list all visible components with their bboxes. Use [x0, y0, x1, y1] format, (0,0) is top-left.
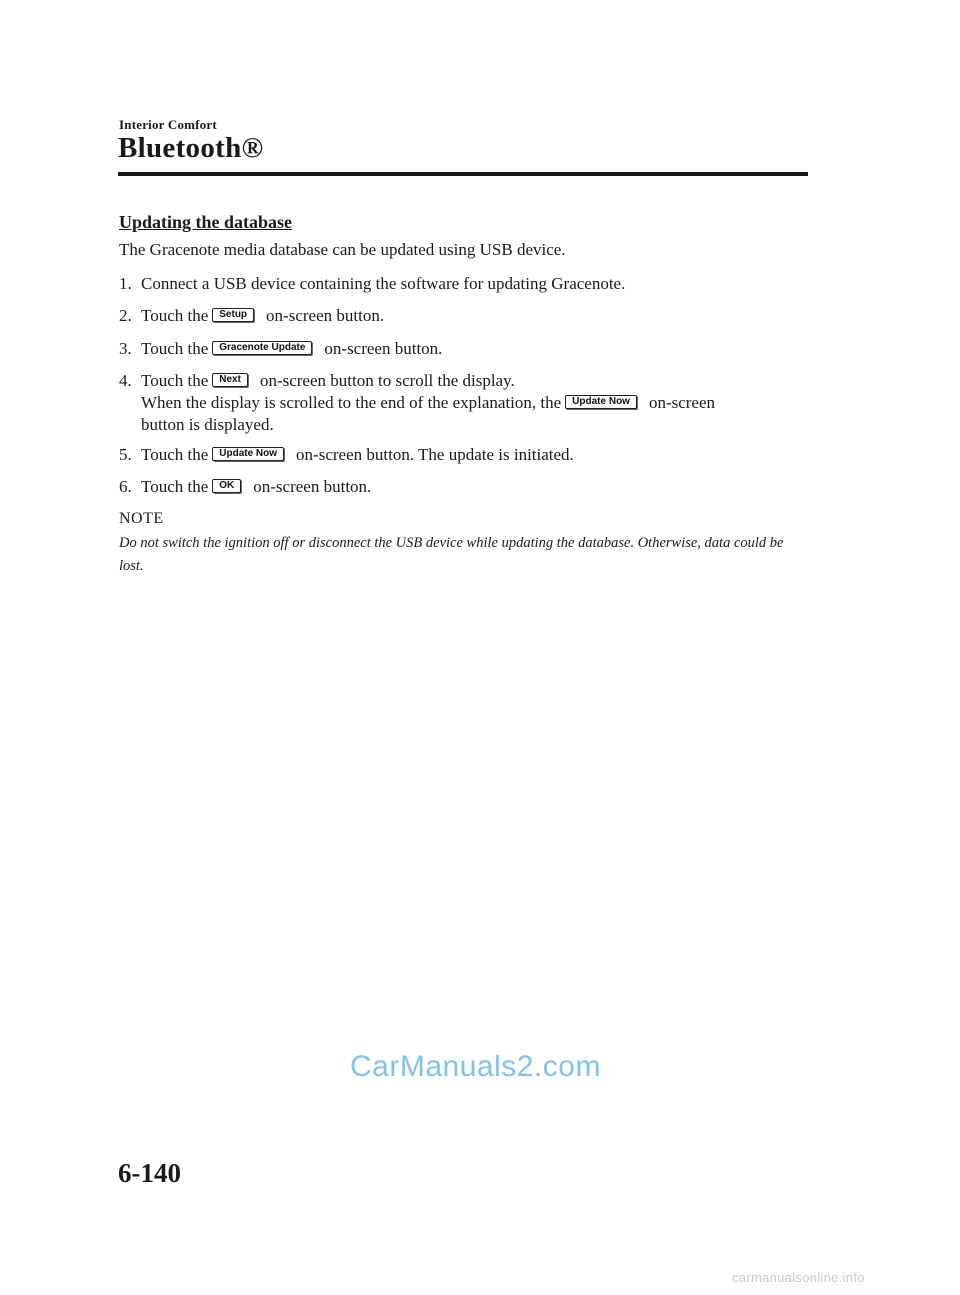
step-number: 1. [119, 274, 132, 293]
watermark: CarManuals2.com [350, 1050, 601, 1083]
note-body: Do not switch the ignition off or disconnect the USB device while updating the database. Otherwise, data could be lost. [119, 535, 784, 574]
step-number: 5. [119, 445, 132, 464]
step-6 [119, 477, 371, 497]
step-text: Connect a USB device containing the software for updating Gracenote. [141, 274, 626, 293]
update-now-button-illustration: Update Now [565, 395, 637, 409]
step-continuation-line2: button is displayed. [141, 415, 274, 434]
ok-button-illustration: OK [212, 479, 241, 493]
note-heading: NOTE [119, 510, 164, 527]
step-number: 3. [119, 339, 132, 358]
step-number: 2. [119, 306, 132, 325]
step-1 [119, 274, 625, 294]
step-3 [119, 339, 442, 359]
step-text-pre: Touch the [141, 306, 209, 325]
step-continuation [119, 393, 715, 413]
step-5 [119, 445, 574, 465]
page-number: 6-140 [118, 1158, 181, 1188]
step-2 [119, 306, 384, 326]
setup-button-illustration: Setup [212, 308, 254, 322]
intro-paragraph: The Gracenote media database can be updated using USB device. [119, 240, 566, 259]
chapter-title: Bluetooth® [118, 132, 264, 164]
section-label: Interior Comfort [119, 117, 217, 132]
subheading: Updating the database [119, 212, 293, 232]
step-text-pre: Touch the [141, 371, 209, 390]
footer-watermark: carmanualsonline.info [732, 1270, 865, 1285]
step-text-post: on-screen button. [266, 306, 385, 325]
step-number: 6. [119, 477, 132, 496]
step-text-post: on-screen button to scroll the display. [259, 371, 515, 390]
step-text-post: on-screen button. [253, 477, 372, 496]
step-4 [119, 371, 715, 435]
step-text-post: on-screen button. [324, 339, 443, 358]
gracenote-update-button-illustration: Gracenote Update [212, 341, 312, 355]
step-text-pre: Touch the [141, 445, 209, 464]
step-number: 4. [119, 371, 132, 390]
title-divider [118, 172, 808, 176]
step-text-post: on-screen button. The update is initiated. [296, 445, 574, 464]
next-button-illustration: Next [212, 373, 248, 387]
step-text-pre: Touch the [141, 339, 209, 358]
step-cont-pre: When the display is scrolled to the end of the explanation, the [141, 393, 562, 412]
update-now-button-illustration: Update Now [212, 447, 284, 461]
step-cont-post: on-screen [648, 393, 716, 412]
step-text-pre: Touch the [141, 477, 209, 496]
